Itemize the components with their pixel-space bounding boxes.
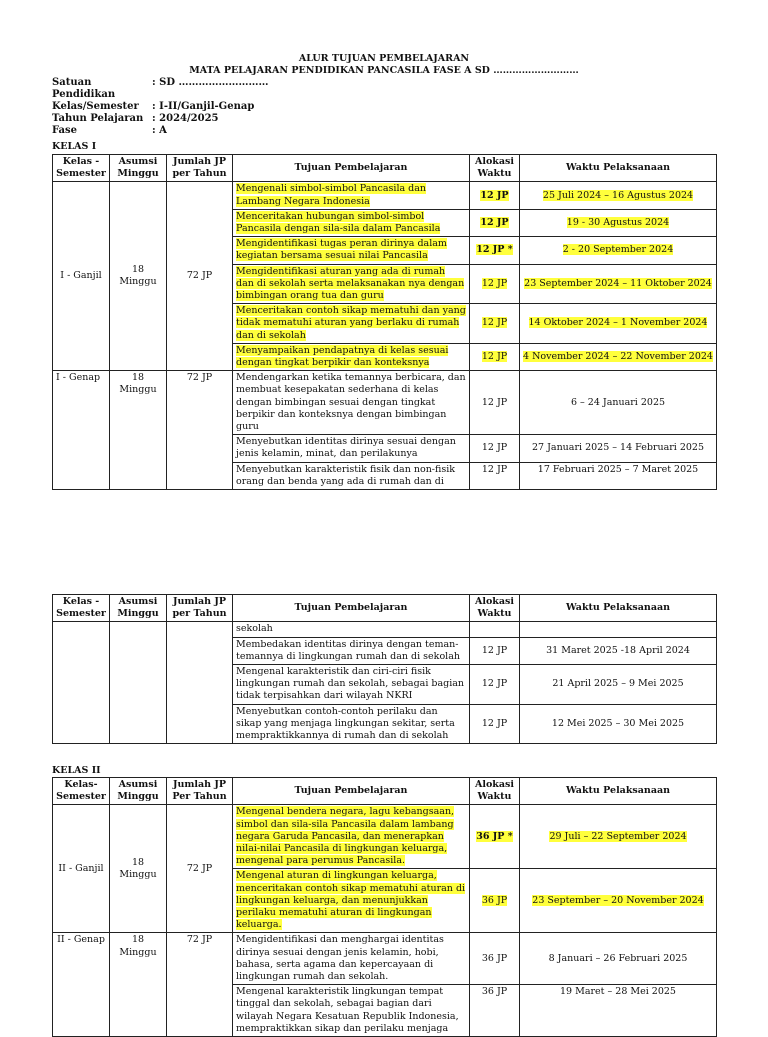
alokasi-cell: 12 JP	[480, 216, 509, 228]
alokasi-cell: 12 JP	[470, 637, 520, 664]
waktu-cell: 27 Januari 2025 – 14 Februari 2025	[520, 435, 717, 462]
waktu-cell	[520, 622, 717, 637]
alokasi-cell: 36 JP	[481, 894, 508, 906]
document-meta	[52, 77, 269, 137]
kelas1-label: KELAS I	[52, 141, 97, 152]
waktu-cell: 23 September – 20 November 2024	[532, 894, 704, 906]
jp-cell: 72 JP	[167, 371, 233, 490]
kelas2-table	[52, 777, 717, 1037]
tujuan-cell: sekolah	[233, 622, 470, 637]
tujuan-cell: Menyebutkan contoh-contoh perilaku dan sikap yang menjaga lingkungan sekitar, serta mempraktikkannya di rumah dan di sekolah	[233, 704, 470, 744]
col-alokasi: Alokasi Waktu	[470, 595, 520, 622]
jp-cell: 72 JP	[167, 933, 233, 1037]
waktu-cell: 21 April 2025 – 9 Mei 2025	[520, 665, 717, 705]
table-row	[53, 182, 717, 209]
col-waktu: Waktu Pelaksanaan	[520, 778, 717, 805]
col-kelas: Kelas - Semester	[53, 155, 110, 182]
table-row	[53, 933, 717, 985]
table-row	[53, 622, 717, 637]
alokasi-cell: 12 JP	[470, 435, 520, 462]
document-subtitle: MATA PELAJARAN PENDIDIKAN PANCASILA FASE A SD ………………………	[189, 65, 579, 76]
alokasi-cell: 12 JP	[470, 704, 520, 744]
semester-cell: II - Ganjil	[53, 805, 110, 933]
tujuan-cell: Mengenal karakteristik dan ciri-ciri fisik lingkungan rumah dan sekolah, sebagai bagian tidak terpisahkan dari wilayah NKRI	[233, 665, 470, 705]
minggu-cell: 18 Minggu	[110, 933, 167, 1037]
kelas2-label: KELAS II	[52, 765, 101, 776]
table-header-row	[53, 595, 717, 622]
minggu-cell	[110, 622, 167, 744]
kelas1-table	[52, 154, 717, 490]
waktu-cell: 19 - 30 Agustus 2024	[566, 216, 670, 228]
jp-cell	[167, 622, 233, 744]
jp-cell: 72 JP	[167, 805, 233, 933]
waktu-cell: 8 Januari – 26 Februari 2025	[520, 933, 717, 985]
waktu-cell: 2 - 20 September 2024	[562, 244, 674, 256]
tujuan-cell: Menyampaikan pendapatnya di kelas sesuai dengan tingkat berpikir dan konteksnya	[236, 344, 449, 369]
kelas1-continued-table	[52, 594, 717, 744]
col-jp: Jumlah JP per Tahun	[167, 155, 233, 182]
col-alokasi: Alokasi Waktu	[470, 778, 520, 805]
table-header-row	[53, 155, 717, 182]
meta-row-fase: Fase : A	[52, 125, 167, 136]
tujuan-cell: Menyebutkan karakteristik fisik dan non-fisik orang dan benda yang ada di rumah dan di	[233, 462, 470, 489]
col-kelas: Kelas- Semester	[53, 778, 110, 805]
tujuan-cell: Mengidentifikasi aturan yang ada di rumah dan di sekolah serta melaksanakan nya dengan bimbingan orang tua dan guru	[236, 265, 465, 302]
alokasi-cell: 12 JP	[470, 665, 520, 705]
table-row	[53, 805, 717, 869]
col-asumsi: Asumsi Minggu	[110, 778, 167, 805]
meta-row-kelas: Kelas/Semester : I-II/Ganjil-Genap	[52, 101, 255, 112]
tujuan-cell: Mengidentifikasi tugas peran dirinya dalam kegiatan bersama sesuai nilai Pancasila	[236, 238, 447, 262]
alokasi-cell: 12 JP	[481, 350, 508, 362]
alokasi-cell: 12 JP	[480, 189, 509, 201]
waktu-cell: 31 Maret 2025 -18 April 2024	[520, 637, 717, 664]
table-row	[53, 371, 717, 435]
col-jp: Jumlah JP per Tahun	[167, 595, 233, 622]
alokasi-cell: 12 JP	[470, 462, 520, 489]
alokasi-cell: 12 JP	[481, 317, 508, 329]
meta-row-satuan: Satuan Pendidikan : SD ………………………	[52, 77, 269, 100]
col-tujuan: Tujuan Pembelajaran	[233, 155, 470, 182]
alokasi-cell: 12 JP *	[476, 244, 513, 256]
col-kelas: Kelas - Semester	[53, 595, 110, 622]
waktu-cell: 12 Mei 2025 – 30 Mei 2025	[520, 704, 717, 744]
tujuan-cell: Mengenali simbol-simbol Pancasila dan Lambang Negara Indonesia	[236, 183, 427, 207]
waktu-cell: 29 Juli – 22 September 2024	[549, 830, 687, 842]
alokasi-cell: 36 JP *	[476, 830, 513, 842]
alokasi-cell: 36 JP	[470, 985, 520, 1037]
jp-cell: 72 JP	[167, 182, 233, 371]
waktu-cell: 6 – 24 Januari 2025	[520, 371, 717, 435]
tujuan-cell: Membedakan identitas dirinya dengan teman-temannya di lingkungan rumah dan di sekolah	[233, 637, 470, 664]
meta-row-tahun: Tahun Pelajaran : 2024/2025	[52, 113, 219, 124]
col-asumsi: Asumsi Minggu	[110, 595, 167, 622]
waktu-cell: 17 Februari 2025 – 7 Maret 2025	[520, 462, 717, 489]
minggu-cell: 18 Minggu	[110, 371, 167, 490]
minggu-cell: 18 Minggu	[110, 182, 167, 371]
tujuan-cell: Mengidentifikasi dan menghargai identitas dirinya sesuai dengan jenis kelamin, hobi, bahasa, serta agama dan kepercayaan di lingkungan rumah dan sekolah.	[233, 933, 470, 985]
table-header-row	[53, 778, 717, 805]
waktu-cell: 4 November 2024 – 22 November 2024	[523, 350, 713, 362]
col-waktu: Waktu Pelaksanaan	[520, 155, 717, 182]
col-waktu: Waktu Pelaksanaan	[520, 595, 717, 622]
semester-cell: I - Genap	[53, 371, 110, 490]
tujuan-cell: Mendengarkan ketika temannya berbicara, dan membuat kesepakatan sederhana di kelas dengan bimbingan sesuai dengan tingkat berpikir dan konteksnya dengan bimbingan guru	[233, 371, 470, 435]
waktu-cell: 19 Maret – 28 Mei 2025	[520, 985, 717, 1037]
tujuan-cell: Mengenal bendera negara, lagu kebangsaan, simbol dan sila-sila Pancasila dalam lambang negara Garuda Pancasila, dan menerapkan nilai-nilai Pancasila di lingkungan keluarga, mengenal para perumus Pancasila.	[236, 806, 455, 867]
waktu-cell: 23 September 2024 – 11 Oktober 2024	[524, 277, 712, 289]
col-alokasi: Alokasi Waktu	[470, 155, 520, 182]
tujuan-cell: Mengenal karakteristik lingkungan tempat tinggal dan sekolah, sebagai bagian dari wilayah Negara Kesatuan Republik Indonesia, mempraktikkan sikap dan perilaku menjaga	[233, 985, 470, 1037]
semester-cell	[53, 622, 110, 744]
waktu-cell: 14 Oktober 2024 – 1 November 2024	[528, 317, 708, 329]
col-jp: Jumlah JP Per Tahun	[167, 778, 233, 805]
alokasi-cell: 12 JP	[470, 371, 520, 435]
waktu-cell: 25 Juli 2024 – 16 Agustus 2024	[542, 189, 694, 201]
col-asumsi: Asumsi Minggu	[110, 155, 167, 182]
alokasi-cell: 12 JP	[481, 277, 508, 289]
tujuan-cell: Menceritakan hubungan simbol-simbol Pancasila dengan sila-sila dalam Pancasila	[236, 210, 441, 235]
tujuan-cell: Menceritakan contoh sikap mematuhi dan yang tidak mematuhi aturan yang berlaku di rumah dan di sekolah	[236, 305, 466, 341]
alokasi-cell	[470, 622, 520, 637]
tujuan-cell: Mengenal aturan di lingkungan keluarga, menceritakan contoh sikap mematuhi aturan di lingkungan keluarga, dan menunjukkan perilaku mematuhi aturan di lingkungan keluarga.	[236, 870, 466, 931]
col-tujuan: Tujuan Pembelajaran	[233, 778, 470, 805]
alokasi-cell: 36 JP	[470, 933, 520, 985]
semester-cell: I - Ganjil	[53, 182, 110, 371]
tujuan-cell: Menyebutkan identitas dirinya sesuai dengan jenis kelamin, minat, dan perilakunya	[233, 435, 470, 462]
document-title: ALUR TUJUAN PEMBELAJARAN	[298, 53, 470, 64]
minggu-cell: 18 Minggu	[110, 805, 167, 933]
col-tujuan: Tujuan Pembelajaran	[233, 595, 470, 622]
semester-cell: II - Genap	[53, 933, 110, 1037]
